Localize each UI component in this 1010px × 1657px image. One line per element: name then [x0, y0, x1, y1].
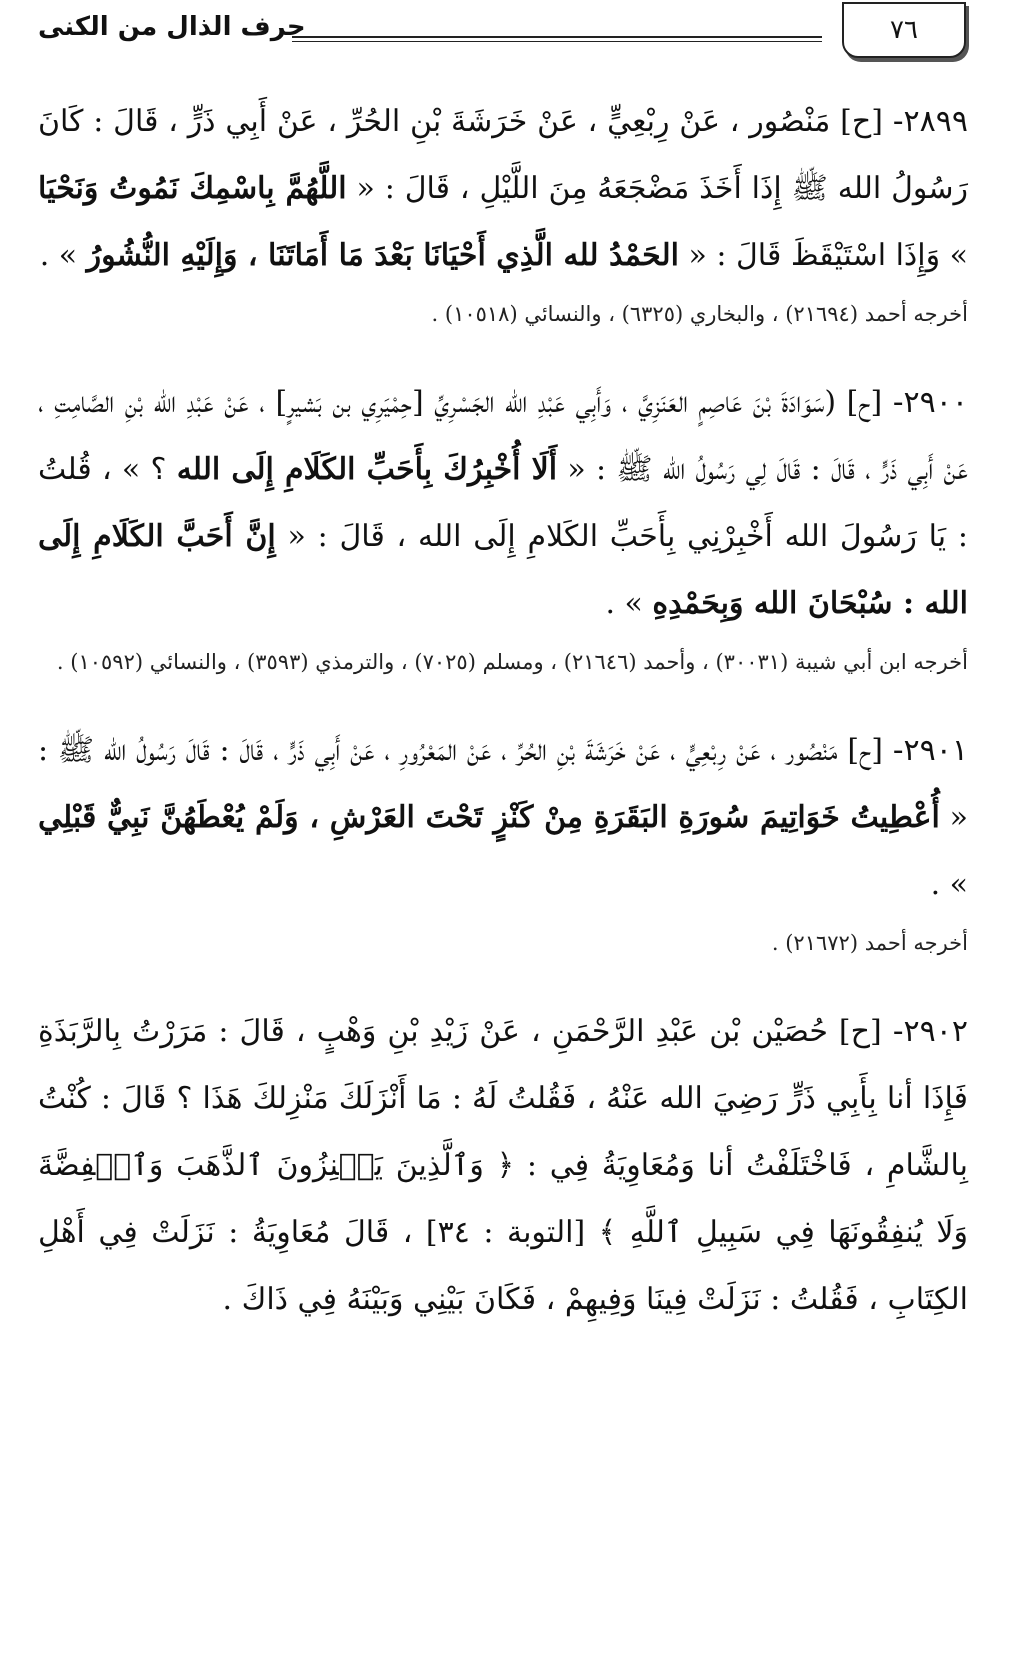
hadith-segment: » . [930, 867, 968, 902]
hadith-segment: [ح] مَنْصُور ، عَنْ رِبْعِيٍّ ، عَنْ خَرَشَةَ بْنِ الحُرِّ ، عَنْ المَعْرُورِ ، عَنْ أَبِي ذَرٍّ ، قَالَ : قَالَ رَسُولُ الله ﷺ : « [38, 733, 968, 835]
hadith-segment: » وَإِذَا اسْتَيْقَظَ قَالَ : « [678, 238, 968, 273]
hadith-segment: » . [605, 586, 653, 621]
page-header [0, 0, 1010, 70]
hadith-quote: إِنَّ أَحَبَّ الكَلَامِ إِلَى الله : سُبْحَانَ الله وَبِحَمْدِهِ [38, 519, 968, 621]
hadith-segment: [ح] حُصَيْن بْن عَبْدِ الرَّحْمَنِ ، عَنْ زَيْدِ بْنِ وَهْبٍ ، قَالَ : مَرَرْتُ بِالرَّبَذَةِ فَإِذَا أنا بِأَبِي ذَرٍّ رَضِيَ الله عَنْهُ ، فَقُلتُ لَهُ : مَا أَنْزَلَكَ مَنْزِلكَ هَذَا ؟ قَالَ : كُنْتُ بِالشَّامِ ، فَاخْتَلَفْتُ أنا وَمُعَاوِيَةُ فِي : ﴿ وَٱلَّذِينَ يَكۡنِزُونَ ٱلذَّهَبَ وَٱلۡفِضَّةَ وَلَا يُنفِقُونَهَا فِي سَبِيلِ ٱللَّهِ ﴾ [التوبة : ٣٤] ، قَالَ مُعَاوِيَةُ : نَزَلَتْ فِي أَهْلِ الكِتَابِ ، فَقُلتُ : نَزَلَتْ فِينَا وَفِيهِمْ ، فَكَانَ بَيْنِي وَبَيْنَهُ فِي ذَاكَ . [38, 1014, 968, 1317]
takhrij-note: أخرجه ابن أبي شيبة (٣٠٠٣١) ، وأحمد (٢١٦٤٦) ، ومسلم (٧٠٢٥) ، والترمذي (٣٥٩٣) ، والنسائي (١٠٥٩٢) . [56, 650, 968, 674]
hadith-quote: الحَمْدُ لله الَّذِي أَحْيَانَا بَعْدَ مَا أَمَاتَنَا ، وَإِلَيْهِ النُّشُورُ [86, 238, 679, 273]
hadith-text [38, 717, 968, 918]
hadith-entry-2900 [38, 369, 968, 683]
hadith-number: ٢٨٩٩- [892, 104, 968, 139]
hadith-entry-2902 [38, 998, 968, 1333]
page-number-box [842, 2, 966, 58]
hadith-segment: [ح] (سَوَادَةَ بْنَ عَاصِمٍ العَنَزِيَّ ، وَأَبِي عَبْدِ الله الجَسْرِيِّ [حِمْيَرِي بن بَشيرٍ] ، عَنْ عَبْدِ الله بْنِ الصَّامِتِ ، عَنْ أَبِي ذَرٍّ ، قَالَ : قَالَ لِي رَسُولُ الله ﷺ : « [38, 385, 968, 487]
hadith-quote: أَلَا أُخْبِرُكَ بِأَحَبِّ الكَلَامِ إِلَى الله [176, 452, 558, 487]
hadith-text [38, 88, 968, 289]
hadith-segment: ؟ » ، قُلتُ : يَا رَسُولَ الله أَخْبِرْنِي بِأَحَبِّ الكَلامِ إِلَى الله ، قَالَ : « [38, 452, 968, 554]
header-rule [292, 36, 822, 42]
page-number: ٧٦ [890, 15, 918, 45]
takhrij-note: أخرجه أحمد (٢١٦٩٤) ، والبخاري (٦٣٢٥) ، والنسائي (١٠٥١٨) . [431, 302, 968, 326]
hadith-number: ٢٩٠٢- [892, 1014, 968, 1049]
hadith-text [38, 998, 968, 1333]
hadith-entry-2901 [38, 717, 968, 964]
hadith-quote: أُعْطِيتُ خَوَاتِيمَ سُورَةِ البَقَرَةِ مِنْ كَنْزٍ تَحْتَ العَرْشِ ، وَلَمْ يُعْطَهُنَّ نَبِيٌّ قَبْلِي [38, 800, 940, 835]
hadith-segment: [ح] مَنْصُور ، عَنْ رِبْعِيٍّ ، عَنْ خَرَشَةَ بْنِ الحُرِّ ، عَنْ أَبِي ذَرٍّ ، قَالَ : كَانَ رَسُولُ الله ﷺ إِذَا أَخَذَ مَضْجَعَهُ مِنَ اللَّيْلِ ، قَالَ : « [38, 104, 968, 206]
chapter-title: حرف الذال من الكنى [38, 12, 306, 42]
takhrij-note: أخرجه أحمد (٢١٦٧٢) . [771, 931, 968, 955]
hadith-quote: اللَّهُمَّ بِاسْمِكَ نَمُوتُ وَنَحْيَا [38, 171, 347, 206]
hadith-number: ٢٩٠٠- [892, 385, 968, 420]
page-content [38, 88, 968, 1367]
hadith-number: ٢٩٠١- [892, 733, 968, 768]
hadith-segment: » . [39, 238, 87, 273]
hadith-entry-2899 [38, 88, 968, 335]
hadith-text [38, 369, 968, 637]
